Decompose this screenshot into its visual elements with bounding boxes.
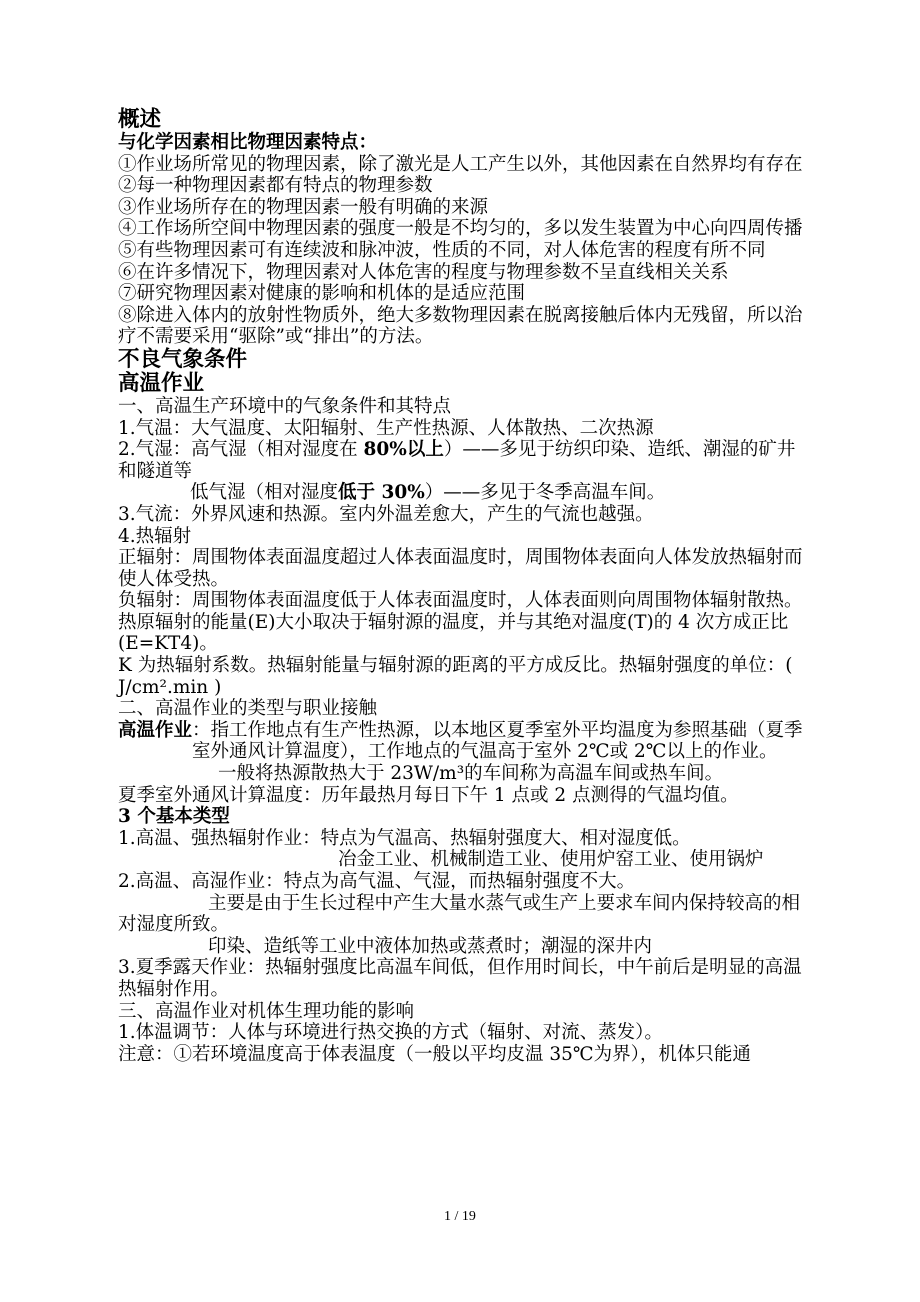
feature-item: ⑥在许多情况下，物理因素对人体危害的程度与物理参数不呈直线相关关系: [118, 261, 729, 283]
list-item-low-humidity: [118, 482, 808, 504]
document-page: [118, 108, 808, 1065]
paragraph-negative-radiation: 负辐射：周围物体表面温度低于人体表面温度时，人体表面则向周围物体辐射散热。: [118, 590, 803, 612]
bold-text: 低于 30%: [338, 482, 425, 504]
text: ）——多见于纺织印染、造纸、潮湿的矿井和隧道等: [118, 439, 796, 482]
text: 低气湿（相对湿度: [190, 482, 339, 504]
feature-item: ⑦研究物理因素对健康的影响和机体的是适应范围: [118, 283, 526, 305]
bold-text: 80%以上: [363, 439, 444, 461]
list-item: 4.热辐射: [118, 525, 192, 547]
paragraph-radiation-coefficient: K 为热辐射系数。热辐射能量与辐射源的距离的平方成反比。热辐射强度的单位：( J/cm².min ): [118, 655, 793, 698]
paragraph-radiation-energy: 热原辐射的能量(E)大小取决于辐射源的温度，并与其绝对温度(T)的 4 次方成正比(E=KT4)。: [118, 611, 789, 655]
feature-item: ⑤有些物理因素可有连续波和脉冲波，性质的不同，对人体危害的程度有所不同: [118, 239, 766, 261]
list-item-humidity: [118, 439, 808, 482]
section-title: 三、高温作业对机体生理功能的影响: [118, 1000, 415, 1022]
section-title: 一、高温生产环境中的气象条件和其特点: [118, 395, 452, 417]
definition-text: ：指工作地点有生产性热源，以本地区夏季室外平均温度为参照基础（夏季室外通风计算温度），工作地点的气温高于室外 2℃或 2℃以上的作业。: [192, 719, 803, 763]
feature-item: ④工作场所空间中物理因素的强度一般是不均匀的，多以发生装置为中心向四周传播: [118, 218, 803, 240]
heading-weather: 不良气象条件: [118, 346, 248, 372]
definition-label: 高温作业: [118, 719, 193, 741]
type-example: 冶金工业、机械制造工业、使用炉窑工业、使用锅炉: [338, 849, 764, 871]
type-reason: 主要是由于生长过程中产生大量水蒸气或生产上要求车间内保持较高的相对湿度所致。: [118, 892, 801, 936]
list-item: 3.气流：外界风速和热源。室内外温差愈大，产生的气流也越强。: [118, 503, 654, 525]
page-number: 1 / 19: [444, 1209, 476, 1224]
heading-high-temp: 高温作业: [118, 370, 205, 396]
definition-high-temp-work: [118, 720, 808, 763]
type-item: 1.高温、强热辐射作业：特点为气温高、热辐射强度大、相对湿度低。: [118, 827, 691, 849]
heading-features: 与化学因素相比物理因素特点：: [118, 132, 378, 153]
text: 2.气湿：高气湿（相对湿度在: [118, 439, 364, 461]
list-item: 1.气温：大气温度、太阳辐射、生产性热源、人体散热、二次热源: [118, 417, 654, 439]
heading-overview: 概述: [118, 107, 162, 132]
feature-item: ③作业场所存在的物理因素一般有明确的来源: [118, 196, 489, 218]
type-item: 2.高温、高湿作业：特点为高气温、气湿，而热辐射强度不大。: [118, 871, 636, 892]
type-item: 3.夏季露天作业：热辐射强度比高温车间低，但作用时间长，中午前后是明显的高温热辐射作用。: [118, 957, 802, 1000]
paragraph-summer-calc: 夏季室外通风计算温度：历年最热月每日下午 1 点或 2 点测得的气温均值。: [118, 784, 739, 806]
note-line: 注意：①若环境温度高于体表温度（一般以平均皮温 35℃为界），机体只能通: [118, 1043, 751, 1065]
heading-basic-types: 3 个基本类型: [118, 806, 230, 828]
feature-item: ①作业场所常见的物理因素，除了激光是人工产生以外，其他因素在自然界均有存在: [118, 153, 803, 175]
text: ）——多见于冬季高温车间。: [424, 482, 666, 504]
feature-item: ⑧除进入体内的放射性物质外，绝大多数物理因素在脱离接触后体内无残留，所以治疗不需要采用“驱除”或“排出”的方法。: [118, 304, 803, 348]
type-example: 印染、造纸等工业中液体加热或蒸煮时；潮湿的深井内: [208, 935, 653, 957]
section-title: 二、高温作业的类型与职业接触: [118, 698, 378, 720]
paragraph-positive-radiation: 正辐射：周围物体表面温度超过人体表面温度时，周围物体表面向人体发放热辐射而使人体受热。: [118, 547, 803, 590]
feature-item: ②每一种物理因素都有特点的物理参数: [118, 175, 433, 197]
definition-note: 一般将热源散热大于 23W/m³的车间称为高温车间或热车间。: [218, 763, 724, 785]
list-item: 1.体温调节：人体与环境进行热交换的方式（辐射、对流、蒸发）。: [118, 1022, 663, 1044]
